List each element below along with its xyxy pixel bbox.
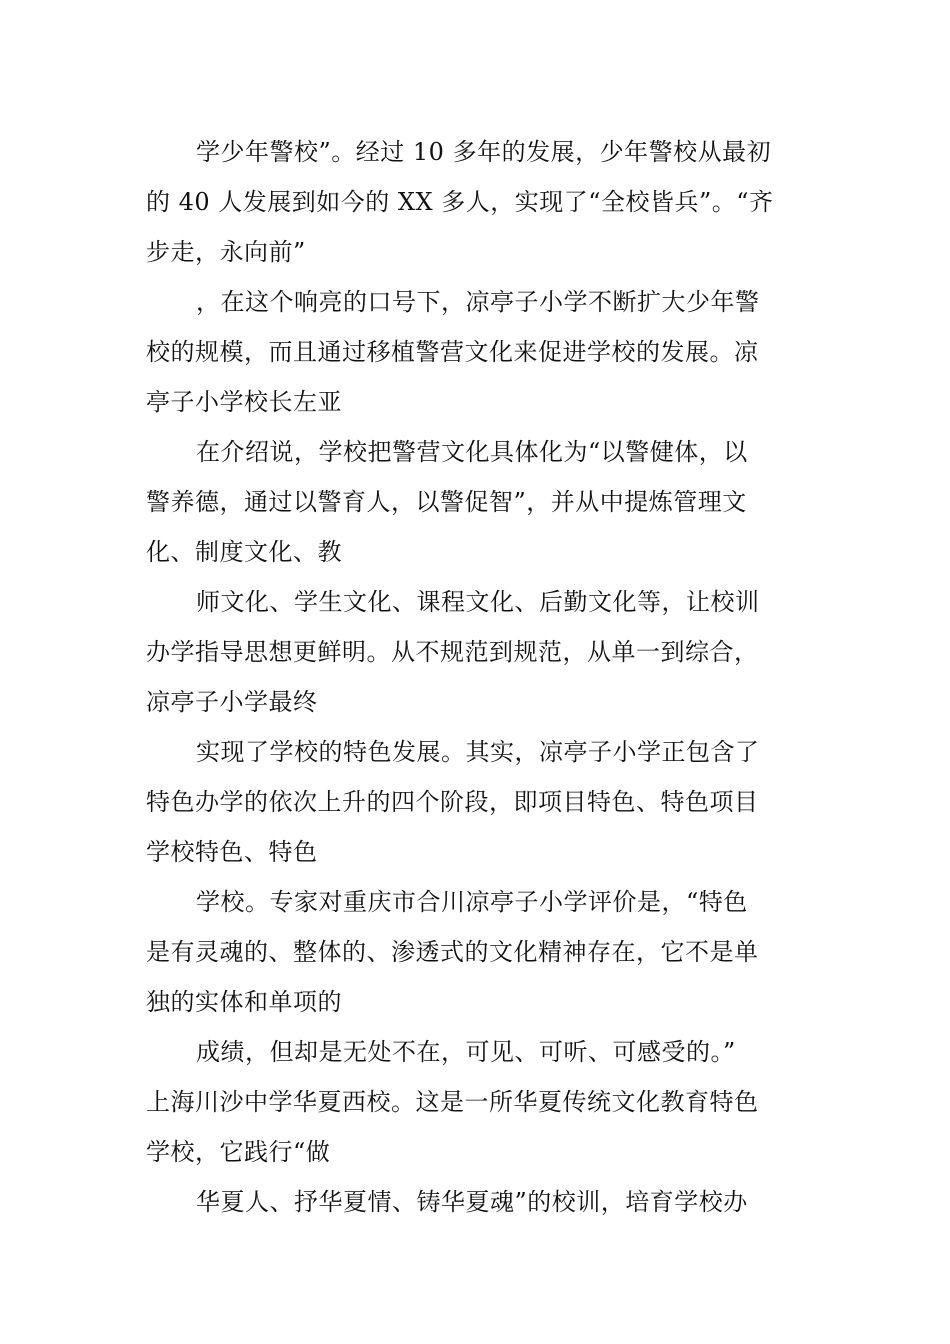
- text-line-5: 校的规模，而且通过移植警营文化来促进学校的发展。凉: [146, 338, 759, 366]
- text-line-22: 华夏人、抒华夏情、铸华夏魂”的校训，培育学校办: [196, 1188, 748, 1216]
- text-line-7: 在介绍说，学校把警营文化具体化为“以警健体，以: [196, 438, 748, 466]
- text-line-6: 亭子小学校长左亚: [146, 388, 342, 416]
- text-line-20: 上海川沙中学华夏西校。这是一所华夏传统文化教育特色: [146, 1088, 759, 1116]
- text-line-21: 学校，它践行“做: [146, 1138, 331, 1166]
- text-line-1: 学少年警校”。经过 10 多年的发展，少年警校从最初: [196, 138, 772, 166]
- text-line-4: ，在这个响亮的口号下，凉亭子小学不断扩大少年警: [196, 288, 760, 316]
- text-line-11: 办学指导思想更鲜明。从不规范到规范，从单一到综合，: [146, 638, 759, 666]
- text-line-15: 学校特色、特色: [146, 838, 318, 866]
- text-line-12: 凉亭子小学最终: [146, 688, 318, 716]
- text-line-3: 步走，永向前”: [146, 238, 306, 266]
- text-line-8: 警养德，通过以警育人，以警促智”，并从中提炼管理文: [146, 488, 747, 516]
- text-line-16: 学校。专家对重庆市合川凉亭子小学评价是，“特色: [196, 888, 748, 916]
- text-line-10: 师文化、学生文化、课程文化、后勤文化等，让校训: [196, 588, 760, 616]
- text-line-14: 特色办学的依次上升的四个阶段，即项目特色、特色项目: [146, 788, 759, 816]
- text-line-17: 是有灵魂的、整体的、渗透式的文化精神存在，它不是单: [146, 938, 759, 966]
- text-line-18: 独的实体和单项的: [146, 988, 342, 1016]
- text-line-19: 成绩，但却是无处不在，可见、可听、可感受的。”: [196, 1038, 736, 1066]
- text-line-2: 的 40 人发展到如今的 XX 多人，实现了“全校皆兵”。“齐: [146, 188, 774, 216]
- text-line-9: 化、制度文化、教: [146, 538, 342, 566]
- text-line-13: 实现了学校的特色发展。其实，凉亭子小学正包含了: [196, 738, 760, 766]
